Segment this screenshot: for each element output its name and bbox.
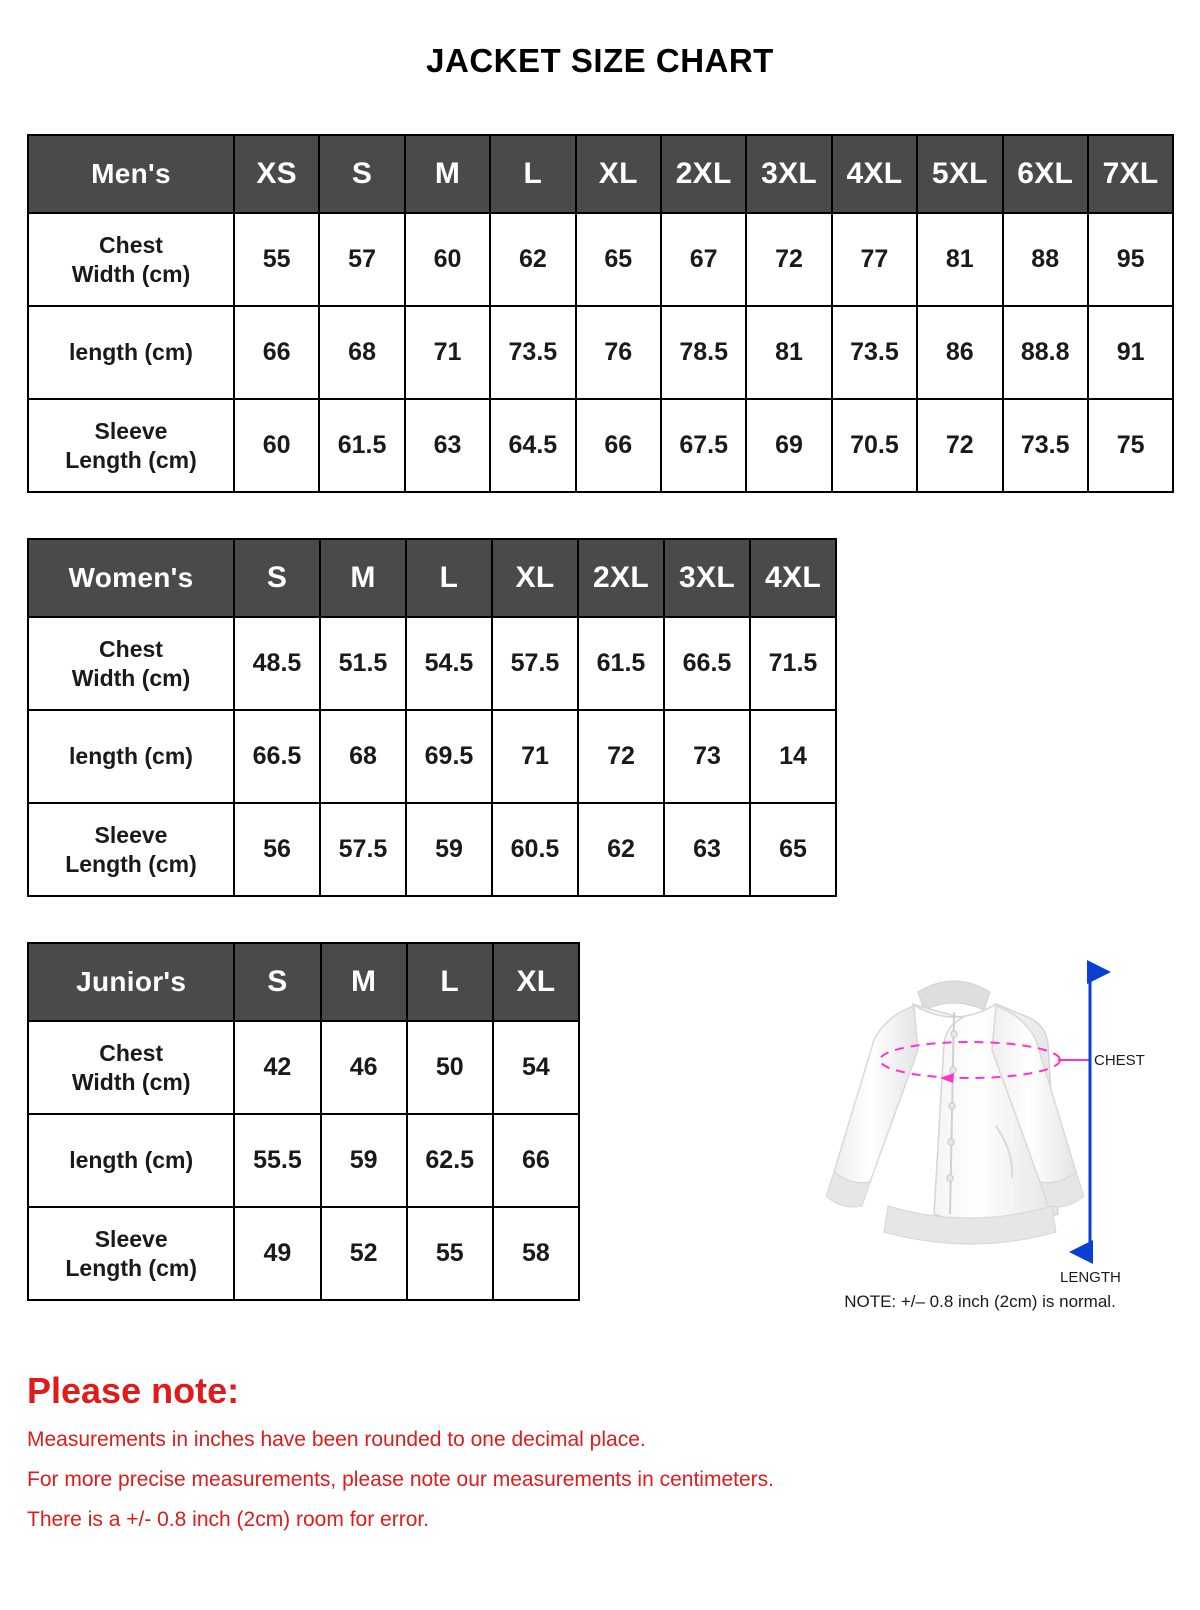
- mens-size-table-wrapper: [27, 134, 1173, 493]
- cell: 81: [746, 306, 831, 399]
- row-label-length: length (cm): [28, 306, 234, 399]
- row-label-chest-width: Chest Width (cm): [28, 1021, 234, 1114]
- cell: 91: [1088, 306, 1173, 399]
- row-label-length: length (cm): [28, 1114, 234, 1207]
- mens-table-body: [28, 213, 1173, 492]
- cell: 76: [576, 306, 661, 399]
- cell: 66: [493, 1114, 579, 1207]
- cell: 73.5: [1003, 399, 1088, 492]
- chest-label: CHEST: [1094, 1052, 1145, 1069]
- table-header-row: [28, 135, 1173, 213]
- length-label: LENGTH: [1060, 1269, 1121, 1286]
- measurement-illustration: [790, 930, 1170, 1320]
- cell: 78.5: [661, 306, 746, 399]
- cell: 68: [320, 710, 406, 803]
- table-row: [28, 213, 1173, 306]
- table-row: [28, 710, 836, 803]
- juniors-header-s: S: [234, 943, 320, 1021]
- cell: 65: [576, 213, 661, 306]
- mens-header-s: S: [319, 135, 404, 213]
- womens-table-body: [28, 617, 836, 896]
- cell: 60: [234, 399, 319, 492]
- mens-header-3xl: 3XL: [746, 135, 831, 213]
- cell: 14: [750, 710, 836, 803]
- juniors-size-table-wrapper: [27, 942, 580, 1301]
- cell: 77: [832, 213, 917, 306]
- cell: 51.5: [320, 617, 406, 710]
- table-row: [28, 1114, 579, 1207]
- cell: 42: [234, 1021, 320, 1114]
- juniors-table-head: [28, 943, 579, 1021]
- table-row: [28, 617, 836, 710]
- table-row: [28, 399, 1173, 492]
- juniors-header-label: Junior's: [28, 943, 234, 1021]
- cell: 88: [1003, 213, 1088, 306]
- cell: 65: [750, 803, 836, 896]
- cell: 54: [493, 1021, 579, 1114]
- womens-header-2xl: 2XL: [578, 539, 664, 617]
- cell: 58: [493, 1207, 579, 1300]
- cell: 60.5: [492, 803, 578, 896]
- row-label-sleeve-length: Sleeve Length (cm): [28, 803, 234, 896]
- cell: 56: [234, 803, 320, 896]
- cell: 61.5: [578, 617, 664, 710]
- table-row: [28, 306, 1173, 399]
- cell: 73.5: [832, 306, 917, 399]
- mens-header-2xl: 2XL: [661, 135, 746, 213]
- cell: 71: [492, 710, 578, 803]
- mens-header-4xl: 4XL: [832, 135, 917, 213]
- juniors-header-m: M: [321, 943, 407, 1021]
- row-label-sleeve-length: Sleeve Length (cm): [28, 1207, 234, 1300]
- cell: 55: [234, 213, 319, 306]
- cell: 63: [405, 399, 490, 492]
- cell: 71.5: [750, 617, 836, 710]
- juniors-header-l: L: [407, 943, 493, 1021]
- cell: 95: [1088, 213, 1173, 306]
- womens-header-l: L: [406, 539, 492, 617]
- womens-header-3xl: 3XL: [664, 539, 750, 617]
- cell: 75: [1088, 399, 1173, 492]
- womens-header-m: M: [320, 539, 406, 617]
- cell: 66.5: [234, 710, 320, 803]
- cell: 57.5: [320, 803, 406, 896]
- cell: 88.8: [1003, 306, 1088, 399]
- table-header-row: [28, 539, 836, 617]
- cell: 59: [406, 803, 492, 896]
- mens-header-6xl: 6XL: [1003, 135, 1088, 213]
- cell: 52: [321, 1207, 407, 1300]
- womens-header-4xl: 4XL: [750, 539, 836, 617]
- cell: 55.5: [234, 1114, 320, 1207]
- cell: 62: [578, 803, 664, 896]
- cell: 66: [576, 399, 661, 492]
- cell: 54.5: [406, 617, 492, 710]
- mens-header-xs: XS: [234, 135, 319, 213]
- cell: 72: [578, 710, 664, 803]
- cell: 59: [321, 1114, 407, 1207]
- cell: 55: [407, 1207, 493, 1300]
- cell: 66.5: [664, 617, 750, 710]
- row-label-chest-width: Chest Width (cm): [28, 617, 234, 710]
- cell: 62: [490, 213, 575, 306]
- cell: 72: [917, 399, 1002, 492]
- mens-header-xl: XL: [576, 135, 661, 213]
- cell: 86: [917, 306, 1002, 399]
- cell: 48.5: [234, 617, 320, 710]
- mens-header-7xl: 7XL: [1088, 135, 1173, 213]
- row-label-length: length (cm): [28, 710, 234, 803]
- cell: 61.5: [319, 399, 404, 492]
- cell: 46: [321, 1021, 407, 1114]
- please-note-heading: Please note:: [27, 1370, 240, 1411]
- table-row: [28, 803, 836, 896]
- juniors-header-xl: XL: [493, 943, 579, 1021]
- mens-header-l: L: [490, 135, 575, 213]
- cell: 69.5: [406, 710, 492, 803]
- please-note-section: [27, 1370, 1027, 1548]
- please-note-line-3: There is a +/- 0.8 inch (2cm) room for error.: [27, 1508, 430, 1531]
- cell: 73.5: [490, 306, 575, 399]
- cell: 72: [746, 213, 831, 306]
- cell: 64.5: [490, 399, 575, 492]
- cell: 71: [405, 306, 490, 399]
- cell: 73: [664, 710, 750, 803]
- cell: 81: [917, 213, 1002, 306]
- womens-header-label: Women's: [28, 539, 234, 617]
- cell: 70.5: [832, 399, 917, 492]
- juniors-size-table: [27, 942, 580, 1301]
- mens-header-m: M: [405, 135, 490, 213]
- table-row: [28, 1021, 579, 1114]
- cell: 63: [664, 803, 750, 896]
- cell: 60: [405, 213, 490, 306]
- mens-table-head: [28, 135, 1173, 213]
- page-title: JACKET SIZE CHART: [426, 42, 774, 79]
- row-label-chest-width: Chest Width (cm): [28, 213, 234, 306]
- cell: 67: [661, 213, 746, 306]
- cell: 62.5: [407, 1114, 493, 1207]
- mens-header-5xl: 5XL: [917, 135, 1002, 213]
- jacket-graphic: [826, 981, 1084, 1244]
- womens-header-s: S: [234, 539, 320, 617]
- womens-table-head: [28, 539, 836, 617]
- cell: 67.5: [661, 399, 746, 492]
- table-row: [28, 1207, 579, 1300]
- cell: 69: [746, 399, 831, 492]
- juniors-table-body: [28, 1021, 579, 1300]
- womens-size-table: [27, 538, 837, 897]
- please-note-line-2: For more precise measurements, please note our measurements in centimeters.: [27, 1468, 774, 1491]
- please-note-line-1: Measurements in inches have been rounded to one decimal place.: [27, 1428, 646, 1451]
- mens-header-label: Men's: [28, 135, 234, 213]
- cell: 57: [319, 213, 404, 306]
- womens-size-table-wrapper: [27, 538, 835, 897]
- mens-size-table: [27, 134, 1174, 493]
- cell: 68: [319, 306, 404, 399]
- row-label-sleeve-length: Sleeve Length (cm): [28, 399, 234, 492]
- cell: 66: [234, 306, 319, 399]
- cell: 57.5: [492, 617, 578, 710]
- table-header-row: [28, 943, 579, 1021]
- measurement-note: NOTE: +/– 0.8 inch (2cm) is normal.: [844, 1292, 1116, 1311]
- womens-header-xl: XL: [492, 539, 578, 617]
- cell: 49: [234, 1207, 320, 1300]
- cell: 50: [407, 1021, 493, 1114]
